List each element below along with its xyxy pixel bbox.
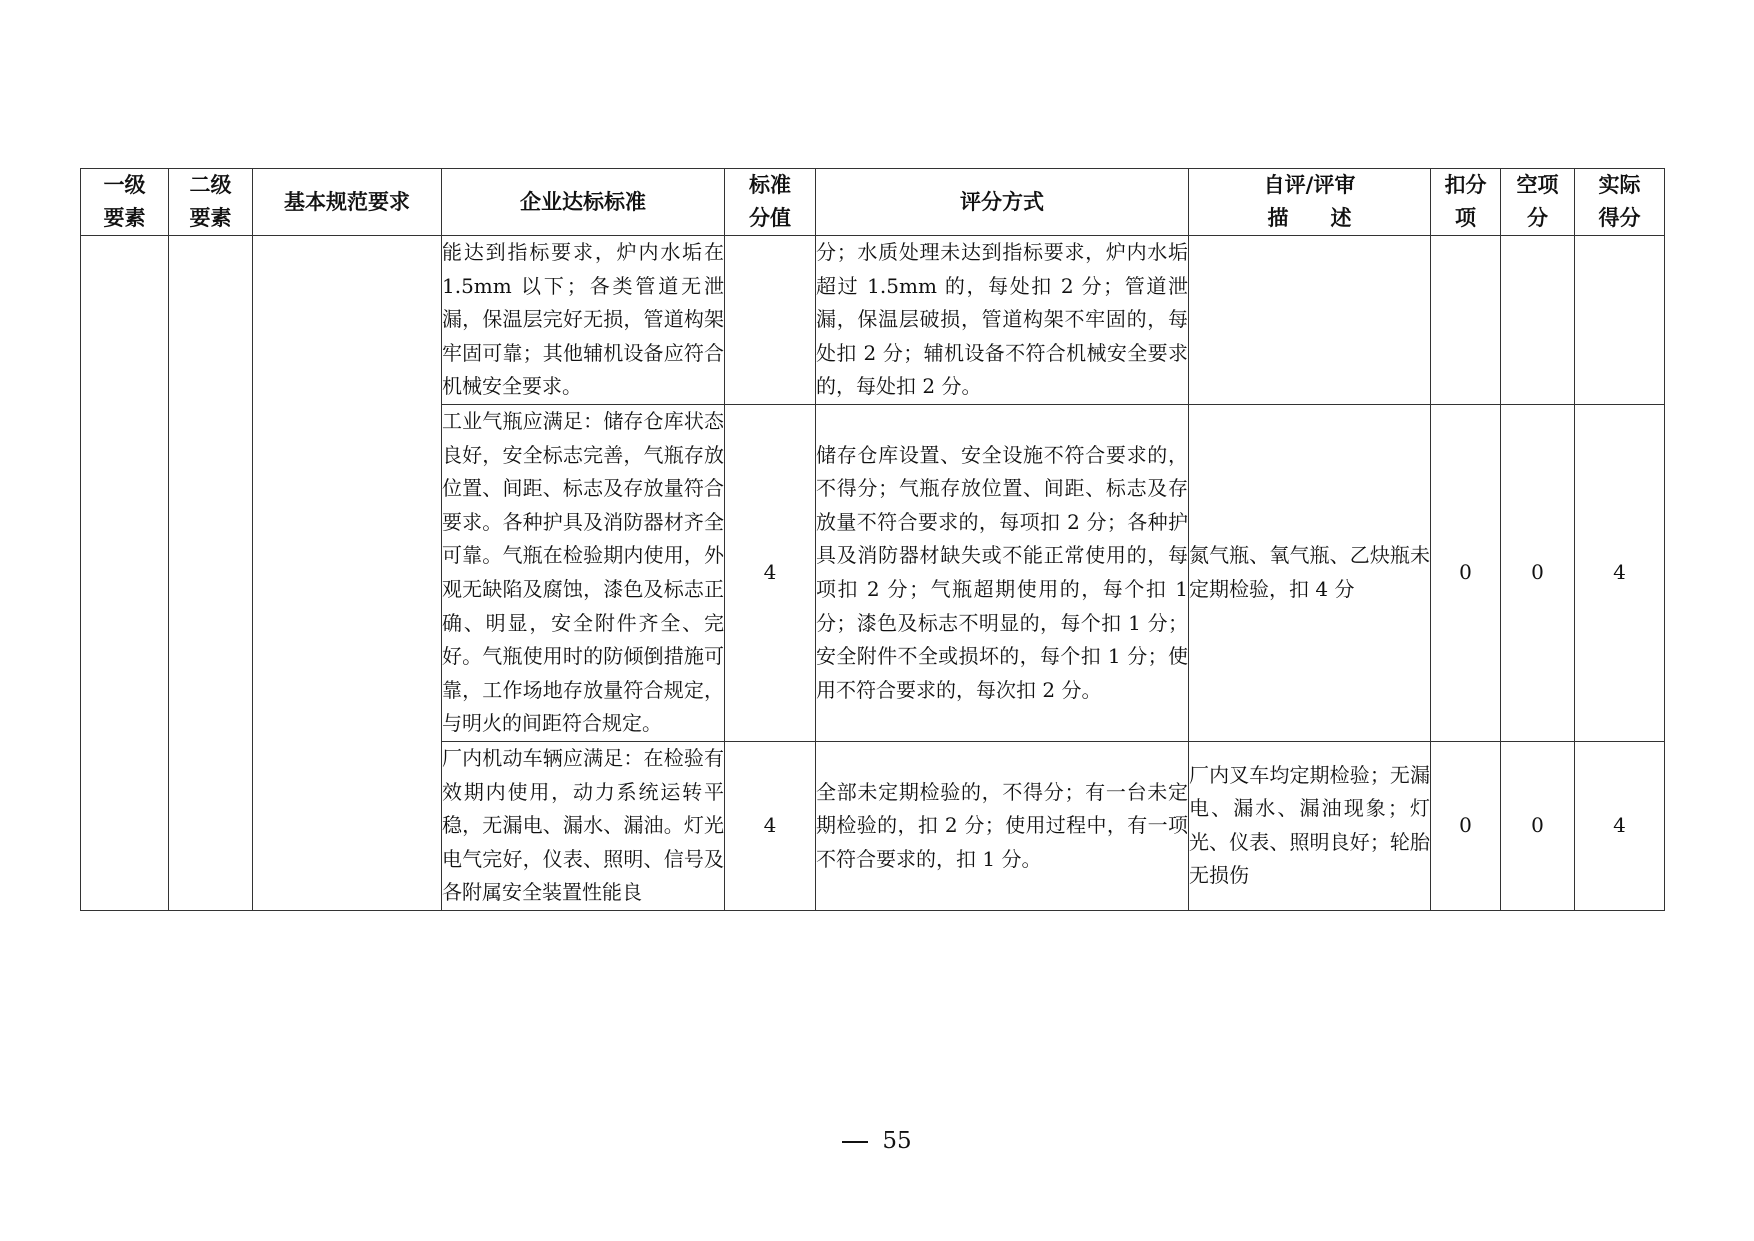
level2-element-cell [169,236,253,911]
standard-cell: 能达到指标要求，炉内水垢在 1.5mm 以下；各类管道无泄漏，保温层完好无损，管道构架牢固可靠；其他辅机设备应符合机械安全要求。 [442,236,725,405]
deduction-cell [1431,236,1501,405]
description-cell: 氮气瓶、氧气瓶、乙炔瓶未定期检验，扣 4 分 [1189,404,1431,741]
standard-cell: 工业气瓶应满足：储存仓库状态良好，安全标志完善，气瓶存放位置、间距、标志及存放量符合要求。各种护具及消防器材齐全可靠。气瓶在检验期内使用，外观无缺陷及腐蚀，漆色及标志正确、明显，安全附件齐全、完好。气瓶使用时的防倾倒措施可靠，工作场地存放量符合规定，与明火的间距符合规定。 [442,404,725,741]
score-value-cell [725,236,816,405]
deduction-cell: 0 [1431,404,1501,741]
description-cell: 厂内叉车均定期检验；无漏电、漏水、漏油现象；灯光、仪表、照明良好；轮胎无损伤 [1189,741,1431,910]
scoring-method-cell: 分；水质处理未达到指标要求，炉内水垢超过 1.5mm 的，每处扣 2 分；管道泄漏，保温层破损，管道构架不牢固的，每处扣 2 分；辅机设备不符合机械安全要求的，每处扣 2 分。 [816,236,1189,405]
header-level2-element: 二级 要素 [169,169,253,236]
scoring-table [80,168,1665,911]
empty-item-cell: 0 [1501,404,1575,741]
header-actual-score: 实际 得分 [1575,169,1665,236]
scoring-method-cell: 全部未定期检验的，不得分；有一台未定期检验的，扣 2 分；使用过程中，有一项不符合要求的，扣 1 分。 [816,741,1189,910]
header-standard-score: 标准 分值 [725,169,816,236]
header-basic-requirements: 基本规范要求 [253,169,442,236]
header-level1-element: 一级 要素 [81,169,169,236]
header-deduction-item: 扣分 项 [1431,169,1501,236]
table-row [81,236,1665,405]
page-number: 55 [0,1128,1754,1154]
basic-requirements-cell [253,236,442,911]
level1-element-cell [81,236,169,911]
actual-score-cell: 4 [1575,404,1665,741]
empty-item-cell: 0 [1501,741,1575,910]
header-enterprise-standard: 企业达标标准 [442,169,725,236]
score-value-cell: 4 [725,404,816,741]
standard-cell: 厂内机动车辆应满足：在检验有效期内使用，动力系统运转平稳，无漏电、漏水、漏油。灯光电气完好，仪表、照明、信号及各附属安全装置性能良 [442,741,725,910]
score-value-cell: 4 [725,741,816,910]
header-self-review-description: 自评/评审 描 述 [1189,169,1431,236]
actual-score-cell [1575,236,1665,405]
actual-score-cell: 4 [1575,741,1665,910]
deduction-cell: 0 [1431,741,1501,910]
description-cell [1189,236,1431,405]
scoring-method-cell: 储存仓库设置、安全设施不符合要求的，不得分；气瓶存放位置、间距、标志及存放量不符合要求的，每项扣 2 分；各种护具及消防器材缺失或不能正常使用的，每项扣 2 分；气瓶超期使用的，每个扣 1 分；漆色及标志不明显的，每个扣 1 分；安全附件不全或损坏的，每个扣 1 分；使用不符合要求的，每次扣 2 分。 [816,404,1189,741]
page-number-dash [842,1141,868,1143]
empty-item-cell [1501,236,1575,405]
header-empty-item-score: 空项 分 [1501,169,1575,236]
header-row [81,169,1665,236]
header-scoring-method: 评分方式 [816,169,1189,236]
